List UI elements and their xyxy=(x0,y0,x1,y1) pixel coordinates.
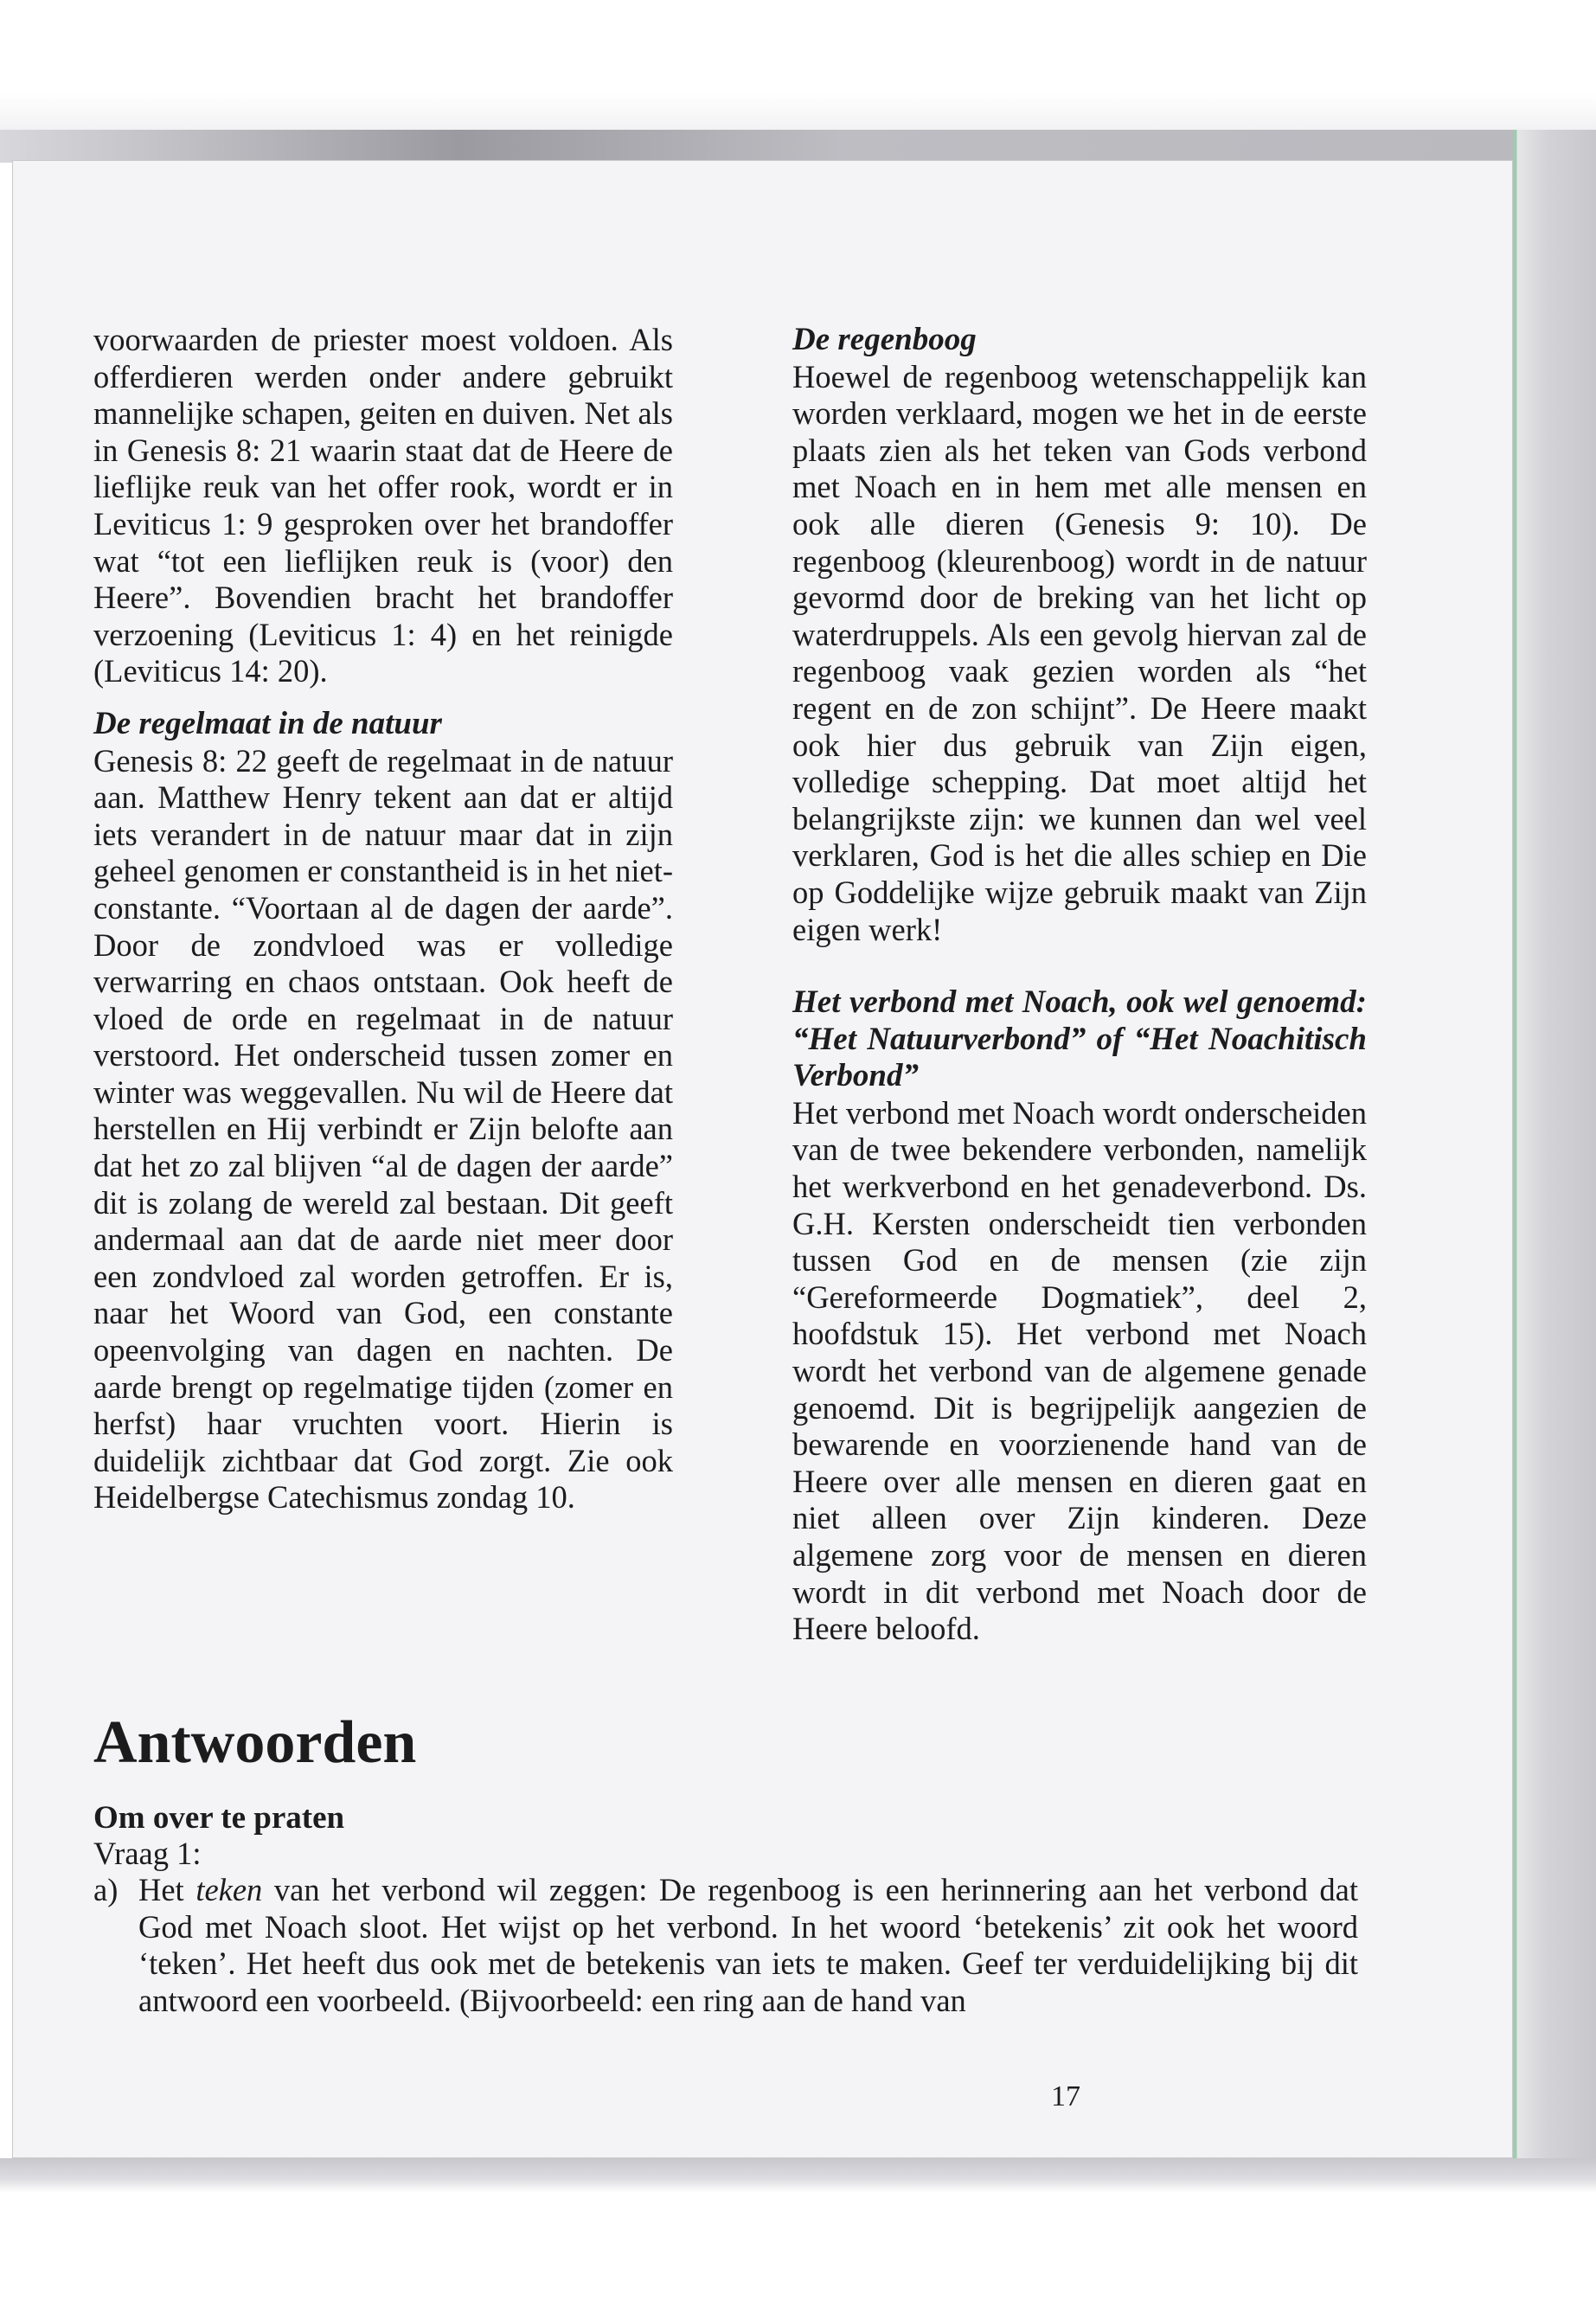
heading-regelmaat: De regelmaat in de natuur xyxy=(93,705,442,741)
answer-emphasis: teken xyxy=(195,1872,263,1907)
left-paragraph-offers: voorwaarden de priester moest voldoen. Als offerdieren werden onder andere gebruikt mannelijke schapen, geiten en duiven. Net als in Genesis 8: 21 waarin staat dat de Heere de lieflijke reuk van het offer rook, wordt er in Leviticus 1: 9 gesproken over het brandoffer wat “tot een lieflijken reuk is (voor) den Heere”. Bovendien bracht het brandoffer verzoening (Leviticus 1: 4) en het reinigde (Leviticus 14: 20). xyxy=(93,322,673,689)
scan-bottom-edge xyxy=(0,2158,1596,2193)
answer-text-start: Het xyxy=(138,1872,196,1907)
heading-regenboog: De regenboog xyxy=(792,322,977,357)
answer-item-label: a) xyxy=(93,1872,119,1907)
scan-right-edge xyxy=(1513,130,1596,2180)
page-number: 17 xyxy=(1051,2080,1080,2112)
heading-verbond-noach: Het verbond met Noach, ook wel genoemd: “Het Natuurverbond” of “Het Noachitisch Verbond” xyxy=(792,984,1367,1094)
left-column xyxy=(93,322,673,1516)
section-subtitle: Om over te praten xyxy=(93,1800,345,1836)
answer-text-rest: van het verbond wil zeggen: De regenboog is een herinnering aan het verbond dat God met Noach sloot. Het wijst op het verbond. In het woord ‘betekenis’ zit ook het woord ‘teken’. Het heeft dus ook met de betekenis van iets te maken. Geef ter verduidelijking bij dit antwoord een voorbeeld. (Bijvoorbeeld: een ring aan de hand van xyxy=(138,1872,1359,2018)
left-paragraph-regelmaat: Genesis 8: 22 geeft de regelmaat in de natuur aan. Matthew Henry tekent aan dat er altijd iets verandert in de natuur maar dat in zijn geheel genomen er constantheid is in het niet-constante. “Voortaan al de dagen der aarde”. Door de zondvloed was er volledige verwarring en chaos ontstaan. Ook heeft de vloed de orde en regelmaat in de natuur verstoord. Het onderscheid tussen zomer en winter was weggevallen. Nu wil de Heere dat herstellen en Hij verbindt er Zijn belofte aan dat het zo zal blijven “al de dagen der aarde” dit is zolang de wereld zal bestaan. Dit geeft andermaal aan dat de aarde niet meer door een zondvloed zal worden getroffen. Er is, naar het Woord van God, een constante opeenvolging van dagen en nachten. De aarde brengt op regelmatige tijden (zomer en herfst) haar vruchten voort. Hierin is duidelijk zichtbaar dat God zorgt. Zie ook Heidelbergse Catechismus zondag 10. xyxy=(93,742,673,1516)
section-title: Antwoorden xyxy=(93,1709,417,1776)
answer-item xyxy=(93,1872,1358,2019)
right-paragraph-verbond: Het verbond met Noach wordt onderscheiden van de twee bekendere verbonden, namelijk het werkverbond en het genadeverbond. Ds. G.H. Kersten onderscheidt tien verbonden tussen God en de mensen (zie zijn “Gereformeerde Dogmatiek”, deel 2, hoofdstuk 15). Het verbond met Noach wordt het verbond van de algemene genade genoemd. Dit is begrijpelijk aangezien de bewarende en voorzienende hand van de Heere over alle mensen en dieren gaat en niet alleen over Zijn kinderen. Deze algemene zorg voor de mensen en dieren wordt in dit verbond met Noach door de Heere beloofd. xyxy=(792,1094,1367,1647)
right-column xyxy=(792,322,1367,1648)
right-paragraph-regenboog: Hoewel de regenboog wetenschappelijk kan worden verklaard, mogen we het in de eerste plaats zien als het teken van Gods verbond met Noach en in hem met alle mensen en ook alle dieren (Genesis 9: 10). De regenboog (kleurenboog) wordt in de natuur gevormd door de breking van het licht op waterdruppels. Als een gevolg hiervan zal de regenboog vaak gezien worden als “het regent en de zon schijnt”. De Heere maakt ook hier dus gebruik van Zijn eigen, volledige schepping. Dat moet altijd het belangrijkste zijn: we kunnen dan wel veel verklaren, God is het die alles schiep en Die op Goddelijke wijze gebruik maakt van Zijn eigen werk! xyxy=(792,358,1367,947)
scan-top-edge xyxy=(0,130,1531,163)
question-label: Vraag 1: xyxy=(93,1836,202,1871)
answer-text xyxy=(138,1872,1358,2019)
